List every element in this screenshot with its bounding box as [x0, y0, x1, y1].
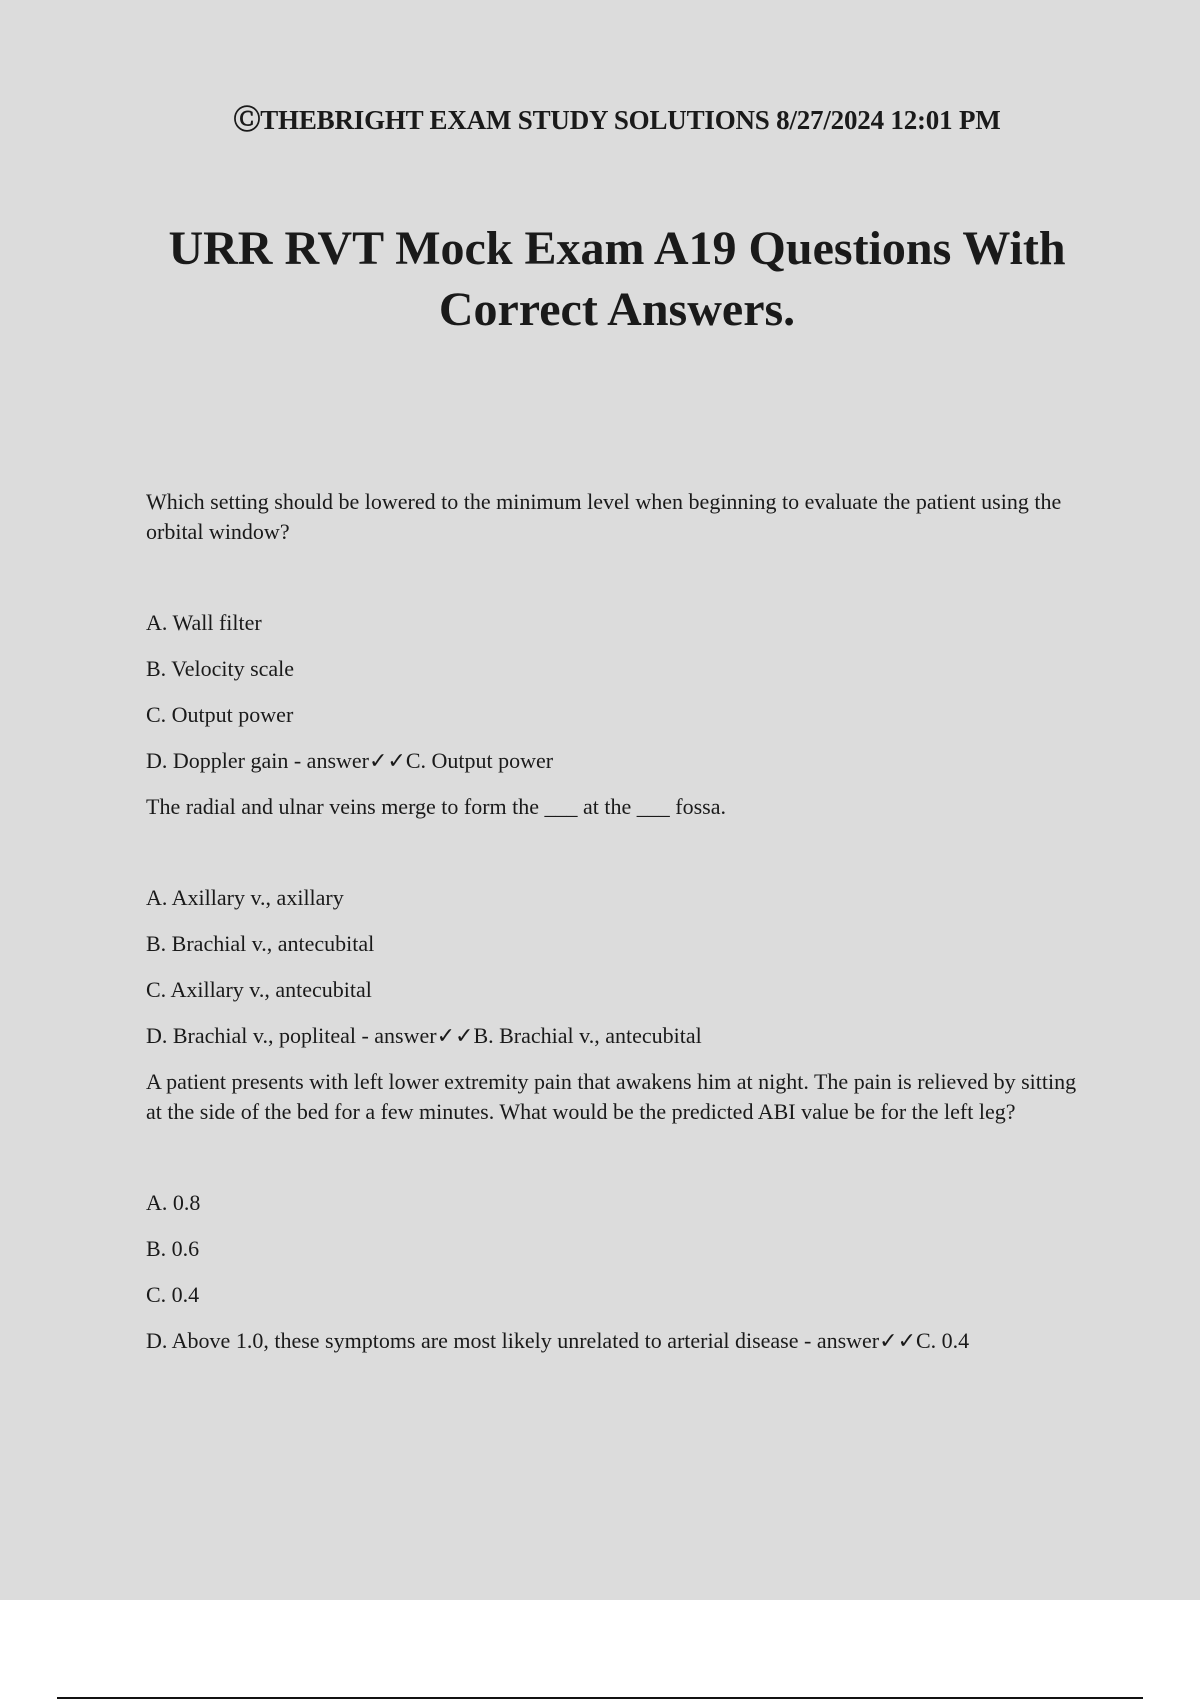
answer-option: C. Output power — [146, 702, 294, 727]
question-text: The radial and ulnar veins merge to form the ___ at the ___ fossa. — [146, 794, 726, 819]
answer-option-with-key: D. Doppler gain - answer✓✓C. Output power — [146, 748, 554, 773]
answer-option: C. 0.4 — [146, 1282, 200, 1307]
answer-option: B. 0.6 — [146, 1236, 200, 1261]
answer-option: B. Velocity scale — [146, 656, 295, 681]
answer-option-with-key: D. Brachial v., popliteal - answer✓✓B. Brachial v., antecubital — [146, 1023, 702, 1048]
question-block — [146, 792, 1091, 1051]
title-line-1: URR RVT Mock Exam A19 Questions With — [168, 222, 1066, 275]
questions-list — [146, 487, 1091, 1372]
document-title — [0, 218, 1200, 340]
answer-option-with-key: D. Above 1.0, these symptoms are most likely unrelated to arterial disease - answer✓✓C. 0.4 — [146, 1328, 970, 1353]
document-header: ⒸTHEBRIGHT EXAM STUDY SOLUTIONS 8/27/2024 12:01 PM — [233, 105, 1001, 135]
question-text: Which setting should be lowered to the minimum level when beginning to evaluate the patient using the orbital window? — [146, 489, 1062, 544]
question-block — [146, 487, 1091, 776]
title-line-2: Correct Answers. — [438, 283, 796, 336]
question-block — [146, 1067, 1091, 1356]
answer-option: B. Brachial v., antecubital — [146, 931, 375, 956]
page-divider — [57, 1697, 1143, 1699]
answer-option: A. 0.8 — [146, 1190, 201, 1215]
answer-option: C. Axillary v., antecubital — [146, 977, 372, 1002]
answer-option: A. Axillary v., axillary — [146, 885, 344, 910]
question-text: A patient presents with left lower extremity pain that awakens him at night. The pain is relieved by sitting at the side of the bed for a few minutes. What would be the predicted ABI value be for the left leg? — [146, 1069, 1077, 1124]
answer-option: A. Wall filter — [146, 610, 262, 635]
